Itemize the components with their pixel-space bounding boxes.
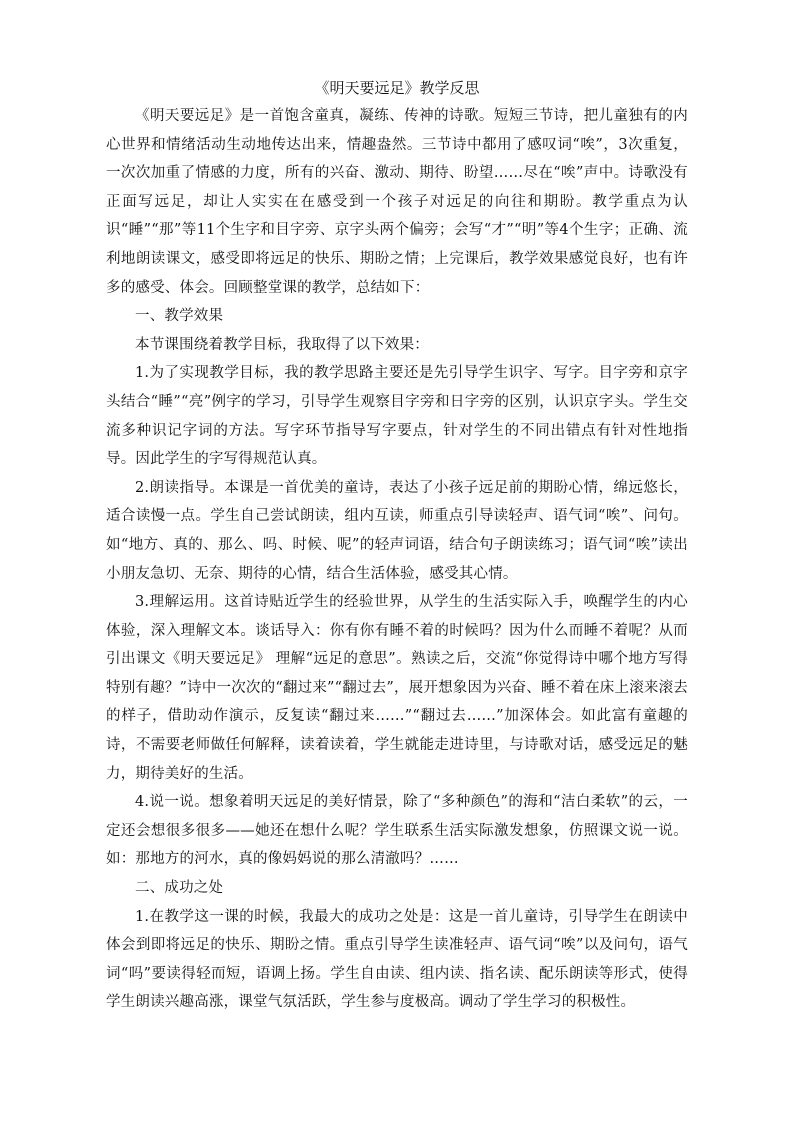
paragraph-success-1: 1.在教学这一课的时候，我最大的成功之处是：这是一首儿童诗，引导学生在朗读中体会到即将远足的快乐、期盼之情。重点引导学生读准轻声、语气词“唉”以及问句，语气词“吗”要读得轻而短，语调上扬。学生自由读、组内读、指名读、配乐朗读等形式，使得学生朗读兴趣高涨，课堂气氛活跃，学生参与度极高。调动了学生学习的积极性。	[106, 908, 688, 1011]
paragraph-effect-summary: 本节课围绕着教学目标，我取得了以下效果：	[135, 336, 429, 353]
paragraph-point-1: 1.为了实现教学目标，我的教学思路主要还是先引导学生识字、写字。目字旁和京字头结合“睡”“亮”例字的学习，引导学生观察目字旁和日字旁的区别，认识京字头。学生交流多种识记字词的方法。写字环节指导写字要点，针对学生的不同出错点有针对性地指导。因此学生的字写得规范认真。	[106, 365, 688, 468]
section-heading-success: 二、成功之处	[135, 880, 224, 897]
paragraph-intro: 《明天要远足》是一首饱含童真，凝练、传神的诗歌。短短三节诗，把儿童独有的内心世界和情绪活动生动地传达出来，情趣盎然。三节诗中都用了感叹词“唉”，3次重复，一次次加重了情感的力度，所有的兴奋、激动、期待、盼望……尽在“唉”声中。诗歌没有正面写远足，却让人实实在在感受到一个孩子对远足的向往和期盼。教学重点为认识“睡”“那”等11个生字和目字旁、京字头两个偏旁；会写“才”“明”等4个生字；正确、流利地朗读课文，感受即将远足的快乐、期盼之情；上完课后，教学效果感觉良好，也有许多的感受、体会。回顾整堂课的教学，总结如下：	[106, 108, 688, 296]
document-page	[106, 74, 688, 1017]
paragraph-point-3: 3.理解运用。这首诗贴近学生的经验世界，从学生的生活实际入手，唤醒学生的内心体验，深入理解文本。谈话导入：你有你有睡不着的时候吗？因为什么而睡不着呢？从而引出课文《明天要远足》 理解“远足的意思”。熟读之后，交流“你觉得诗中哪个地方写得特别有趣？”诗中一次次的“翻过来”“翻过去”，展开想象因为兴奋、睡不着在床上滚来滚去的样子，借助动作演示，反复读“翻过来……”“翻过去……”加深体会。如此富有童趣的诗，不需要老师做任何解释，读着读着，学生就能走进诗里，与诗歌对话，感受远足的魅力，期待美好的生活。	[106, 594, 688, 782]
document-title: 《明天要远足》教学反思	[314, 79, 480, 97]
paragraph-point-4: 4.说一说。想象着明天远足的美好情景，除了“多种颜色”的海和“洁白柔软”的云，一定还会想很多很多——她还在想什么呢？学生联系生活实际激发想象，仿照课文说一说。如：那地方的河水，真的像妈妈说的那么清澈吗？……	[106, 794, 688, 868]
paragraph-point-2: 2.朗读指导。本课是一首优美的童诗，表达了小孩子远足前的期盼心情，绵远悠长，适合读慢一点。学生自己尝试朗读，组内互读，师重点引导读轻声、语气词“唉”、问句。如“地方、真的、那么、吗、时候、呢”的轻声词语，结合句子朗读练习；语气词“唉”读出小朋友急切、无奈、期待的心情，结合生活体验，感受其心情。	[106, 479, 688, 582]
section-heading-teaching-effect: 一、教学效果	[135, 308, 224, 325]
